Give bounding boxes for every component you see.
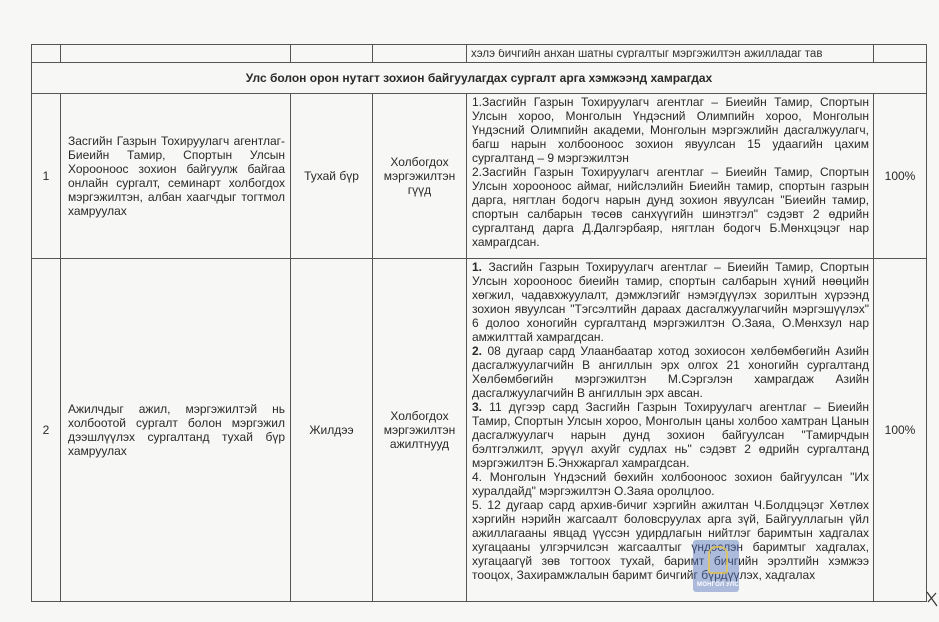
row-responsible: Холбогдох мэргэжилтэн ажилтнууд [373, 259, 467, 602]
row-details [467, 259, 874, 602]
cut-off-row [32, 45, 927, 63]
stamp-text: МОНГОЛ УЛС [697, 582, 739, 588]
table-row [32, 259, 927, 602]
row-goal: Засгийн Газрын Тохируулагч агентлаг-Биеийн Тамир, Спортын Улсын Хорооноос зохион байгуулж байгаа онлайн сургалт, семинарт холбогдох мэргэжилтэн, албан хаагчдыг тогтмол хамруулах [61, 94, 291, 259]
row-measure: Жилдээ [291, 259, 373, 602]
row-percent: 100% [874, 94, 927, 259]
cut-off-text: хэлэ бичгийн анхан шатны сургалтыг мэргэжилтэн ажилладаг тав [471, 49, 823, 58]
official-stamp [693, 540, 739, 592]
row-number: 2 [32, 259, 61, 602]
row-details [467, 94, 874, 259]
table-row [32, 94, 927, 259]
report-table [31, 44, 927, 602]
detail-paragraph: 5. 12 дугаар сард архив-бичиг хэргийн ажилтан Ч.Болдцэцэг Хөтлөх хэргийн нэрийн жагсаалт боловсруулах арга зүй, Байгууллагын үйл ажиллагааны явцад үүссэн удирдлагын нийтлэг баримтын хадгалах хугацааны улгэрчилсэн жагсаалтыг үндэслэн баримтыг хадгалах, хугацаагүй зөв тогтоох тухай, баримт бичгийн эрэлтийн хэмжээ тооцох, Захирамжлалын баримт бичгийг бүрдүүлэх, хадгалах [472, 498, 869, 582]
pen-mark-icon [925, 590, 939, 608]
detail-paragraph: 1.Засгийн Газрын Тохируулагч агентлаг – Биеийн Тамир, Спортын Улсын хороо, Монголын Үндэсний Олимпийн хороо, Монголын Үндэсний Олимпийн академи, Монголын мэргэжлийн дасгалжуулагч, багш нарын холбооноос зохион явуулсан 15 удаагийн цахим сургалтанд – 9 мэргэжилтэн [472, 95, 869, 165]
row-percent: 100% [874, 259, 927, 602]
detail-paragraph: 2. 08 дугаар сард Улаанбаатар хотод зохиосон хөлбөмбөгийн Азийн дасгалжуулагчийн В ангиллын эрх олгох 21 хоногийн сургалтанд Хөлбөмбөгийн мэргэжилтэн М.Сэргэлэн хамрагдаж Азийн дасгалжуулагчийн В ангиллын эрх авсан. [472, 344, 869, 400]
soyombo-emblem-icon [708, 546, 728, 574]
detail-paragraph: 3. 11 дүгээр сард Засгийн Газрын Тохируулагч агентлаг – Биеийн Тамир, Спортын Улсын хороо, Монголын цаны холбоо хамтран Цанын дасгалжуулагч нарын дунд зохион байгуулсан "Тамирчдын бэлтгэлжилт, эрүүл ахуйг судлах нь" сэдэвт 2 өдрийн сургалтанд мэргэжилтэн Б.Энхжаргал хамрагдсан. [472, 400, 869, 470]
row-measure: Тухай бүр [291, 94, 373, 259]
detail-paragraph: 1. Засгийн Газрын Тохируулагч агентлаг – Биеийн Тамир, Спортын Улсын хорооноос биеийн тамир, спортын салбарын хүний нөөцийн хөгжил, чадавхжуулалт, дэмжлэгийг нэмэгдүүлэх зорилтын хүрээнд зохион явуулсан "Тэгсэлтийн дараах дасгалжуулагчийн мэргэшүүлэх" 6 долоо хоногийн сургалтанд мэргэжилтэн О.Заяа, О.Мөнхзул нар амжилттай хамрагдсан. [472, 260, 869, 344]
detail-paragraph: 4. Монголын Үндэсний бөхийн холбооноос зохион байгуулсан "Их хуралдайд" мэргэжилтэн О.Заяа оролцлоо. [472, 470, 869, 498]
row-goal: Ажилчдыг ажил, мэргэжилтэй нь холбоотой сургалт болон мэргэжил дээшлүүлэх сургалтанд тухай бүр хамруулах [61, 259, 291, 602]
section-header-row [32, 63, 927, 94]
section-title: Улс болон орон нутагт зохион байгуулагдах сургалт арга хэмжээнд хамрагдах [32, 63, 927, 94]
row-responsible: Холбогдох мэргэжилтэн гүүд [373, 94, 467, 259]
row-number: 1 [32, 94, 61, 259]
detail-paragraph: 2.Засгийн Газрын Тохируулагч агентлаг – Биеийн Тамир, Спортын Улсын хорооноос аймаг, нийслэлийн Биеийн тамир, спортын газрын дарга, нягтлан бодогч нарын дунд зохион явуулсан "Биеийн тамир, спортын салбарын төсөв санхүүгийн шинэтгэл" сэдэвт 2 өдрийн сургалтанд дарга Д.Далгэрбаяр, нягтлан бодогч Б.Мөнхцэцэг нар хамрагдсан. [472, 165, 869, 249]
